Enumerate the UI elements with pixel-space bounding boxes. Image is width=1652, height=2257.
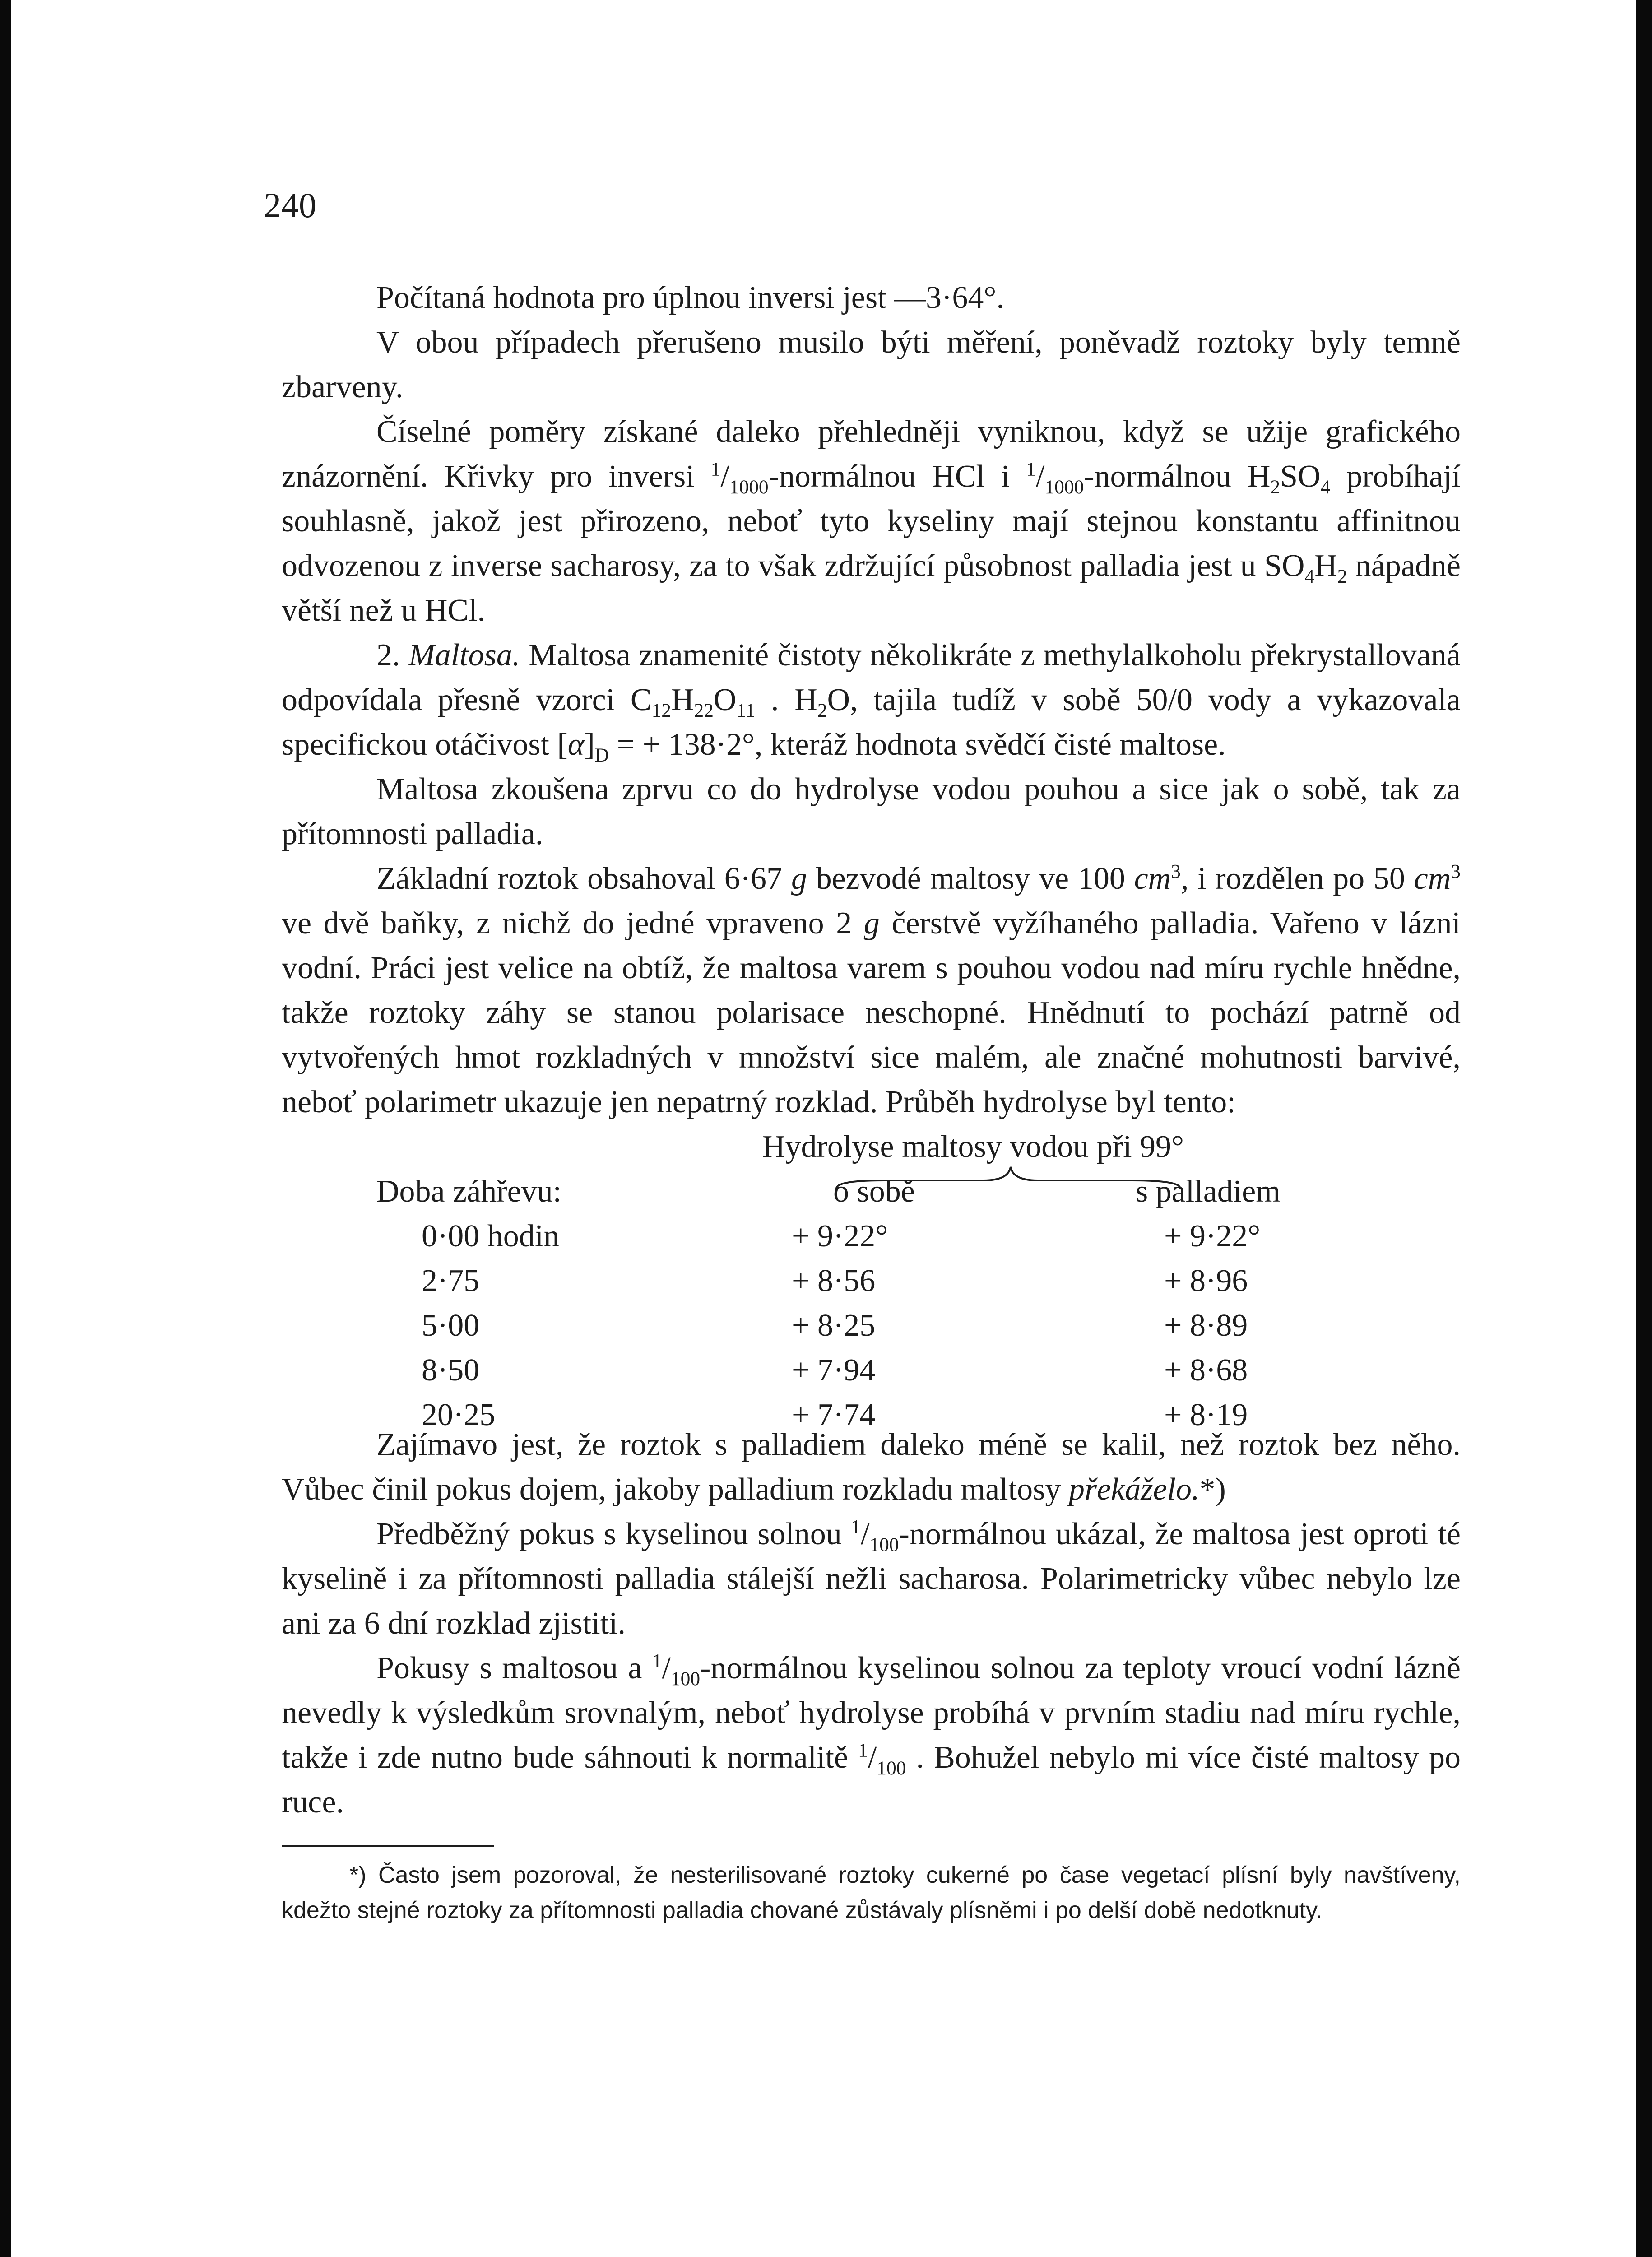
paragraph-8: Předběžný pokus s kyselinou solnou $^1/_{100}$-normálnou ukázal, že maltosa jest oproti té kyselině i za přítomnosti palladia stálejší nežli sacharosa. Polarimetricky vůbec nebylo lze ani za 6 dní rozklad zjistiti.	[282, 1516, 1461, 1641]
footnote-divider	[282, 1845, 494, 1847]
table-cell: + 8·25	[792, 1308, 876, 1343]
paragraph-3: Číselné poměry získané daleko přehledněji vyniknou, když se užije grafického znázornění. Křivky pro inversi $^1/_{1000}$-normálnou HCl i $^1/_{1000}$-normálnou $H_2SO_4$ probíhají souhlasně, jakož jest přirozeno, neboť tyto kyseliny mají stejnou konstantu affinitnou odvozenou z inverse sacharosy, za to však zdržující působnost palladia jest u $SO_4H_2$ nápadně větší než u HCl.	[282, 414, 1461, 628]
table-cell: + 9·22°	[792, 1219, 888, 1254]
table-header-palladium: s palladiem	[1136, 1174, 1281, 1209]
section-title-maltosa: Maltosa.	[408, 638, 520, 673]
table-column-time	[422, 1214, 559, 1437]
paragraph-5: Maltosa zkoušena zprvu co do hydrolyse vodou pouhou a sice jak o sobě, tak za přítomnosti palladia.	[282, 772, 1461, 851]
table-cell: + 8·19	[1164, 1398, 1248, 1432]
table-header-alone: o sobě	[833, 1174, 915, 1209]
hydrolysis-table	[282, 1124, 1461, 1432]
paragraph-9: Pokusy s maltosou a $^1/_{100}$-normálnou kyselinou solnou za teploty vroucí vodní lázně nevedly k výsledkům srovnalým, neboť hydrolyse probíhá v prvním stadiu nad míru rychle, takže i zde nutno bude sáhnouti k normalitě $^1/_{100}$ . Bohužel nebylo mi více čisté maltosy po ruce.	[282, 1650, 1461, 1820]
scanned-page	[11, 0, 1636, 2257]
table-cell: 8·50	[422, 1353, 480, 1388]
table-cell: + 8·68	[1164, 1353, 1248, 1388]
table-column-palladium	[1164, 1214, 1260, 1437]
paragraph-2: V obou případech přerušeno musilo býti měření, poněvadž roztoky byly temně zbarveny.	[282, 325, 1461, 404]
table-cell: + 7·74	[792, 1398, 876, 1432]
table-cell: + 8·96	[1164, 1263, 1248, 1298]
page-number: 240	[264, 186, 316, 225]
table-column-alone	[792, 1214, 888, 1437]
table-cell: 0·00 hodin	[422, 1219, 560, 1254]
table-cell: + 8·89	[1164, 1308, 1248, 1343]
table-cell: + 8·56	[792, 1263, 876, 1298]
paragraph-7: Zajímavo jest, že roztok s palladiem daleko méně se kalil, než roztok bez něho. Vůbec činil pokus dojem, jakoby palladium rozkladu maltosy překáželo.*)	[282, 1427, 1461, 1507]
table-header-time: Doba záhřevu:	[376, 1174, 562, 1209]
paragraph-6: Základní roztok obsahoval 6·67 g bezvodé maltosy ve 100 $cm^3$, i rozdělen po 50 $cm^3$ ve dvě baňky, z nichž do jedné vpraveno 2 g čerstvě vyžíhaného palladia. Vařeno v lázni vodní. Práci jest velice na obtíž, že maltosa varem s pouhou vodou nad míru rychle hnědne, takže roztoky záhy se stanou polarisace neschopné. Hnědnutí to pochází patrně od vytvořených hmot rozkladných v množství sice malém, ale značné mohutnosti barvivé, neboť polarimetr ukazuje jen nepatrný rozklad. Průběh hydrolyse byl tento:	[282, 860, 1461, 1119]
table-cell: + 7·94	[792, 1353, 876, 1388]
body-text	[282, 275, 1461, 1928]
paragraph-1: Počítaná hodnota pro úplnou inversi jest —3·64°.	[376, 280, 1004, 315]
table-caption: Hydrolyse maltosy vodou při 99°	[762, 1129, 1184, 1164]
table-cell: 5·00	[422, 1308, 480, 1343]
table-cell: 2·75	[422, 1263, 480, 1298]
footnote: *) Často jsem pozoroval, že nesterilisované roztoky cukerné po čase vegetací plísní byly navštíveny, kdežto stejné roztoky za přítomnosti palladia chované zůstávaly plísněmi i po delší době nedotknuty.	[282, 1862, 1461, 1923]
table-cell: + 9·22°	[1164, 1219, 1261, 1254]
table-cell: 20·25	[422, 1398, 496, 1432]
paragraph-4: 2. Maltosa. Maltosa znamenité čistoty několikráte z methylalkoholu překrystallovaná odpovídala přesně vzorci $C_{12}H_{22}O_{11}$ . $H_2O$, tajila tudíž v sobě 50/0 vody a vykazovala specifickou otáčivost $[\alpha]_D$ = + 138·2°, kteráž hodnota svědčí čisté maltose.	[282, 638, 1461, 766]
